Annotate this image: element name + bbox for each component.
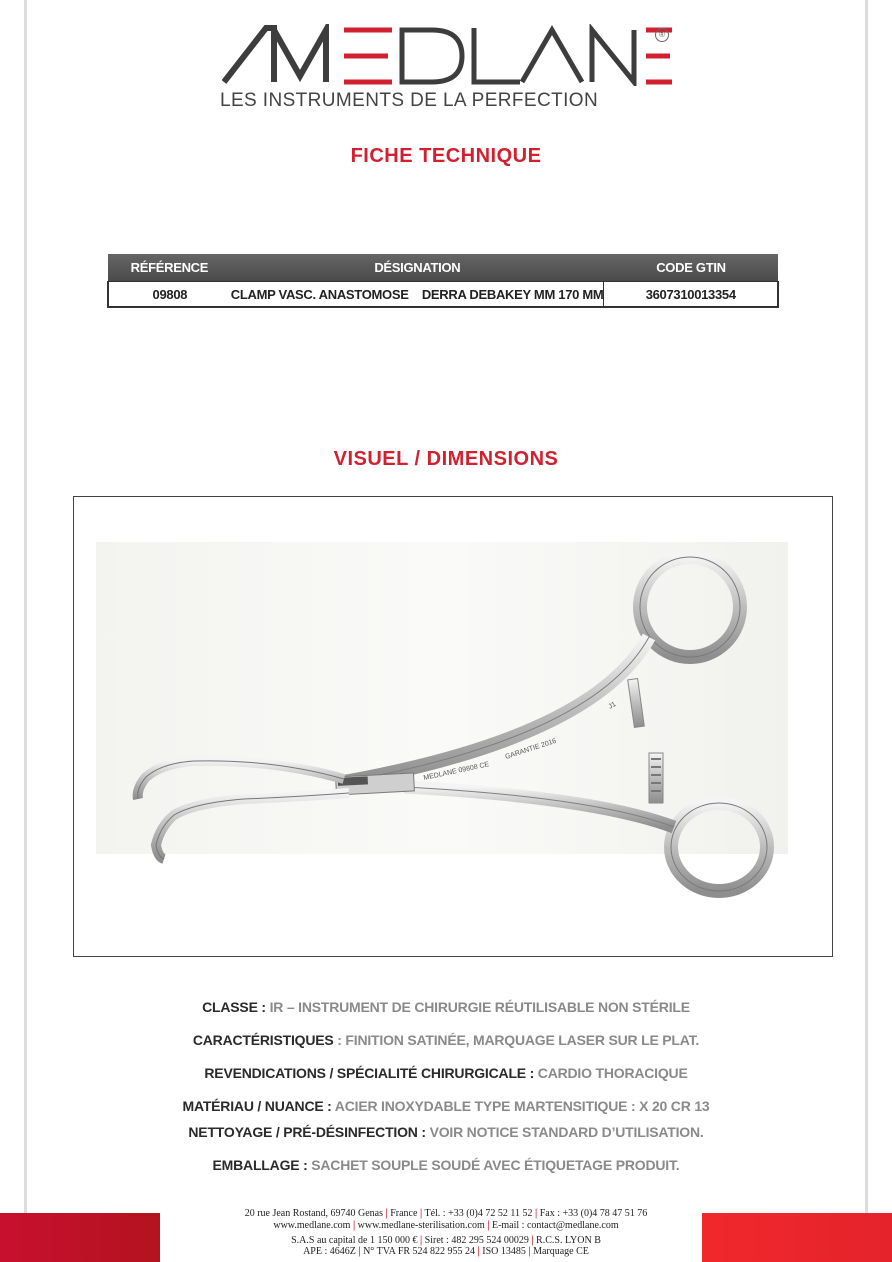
- cell-designation: CLAMP VASC. ANASTOMOSE DERRA DEBAKEY MM 170 MM: [231, 282, 604, 308]
- header-reference: RÉFÉRENCE: [108, 254, 231, 282]
- footer-web-line: www.medlane.com | www.medlane-sterilisation.com | E-mail : contact@medlane.com: [273, 1220, 619, 1231]
- footer-website-link[interactable]: www.medlane.com: [273, 1220, 351, 1231]
- section-title-fiche-technique: FICHE TECHNIQUE: [350, 145, 542, 167]
- spec-value: ACIER INOXYDABLE TYPE MARTENSITIQUE : X 20 CR 13: [331, 1098, 710, 1114]
- engraving-ref: MEDLANE 09808 CE: [422, 761, 490, 782]
- footer-registration-line: APE : 4646Z | N° TVA FR 524 822 955 24 | ISO 13485 | Marquage CE: [303, 1246, 589, 1257]
- spec-emballage: [0, 1157, 892, 1173]
- spec-label: NETTOYAGE / PRÉ-DÉSINFECTION :: [188, 1124, 426, 1140]
- footer-phone: Tél. : +33 (0)4 72 52 11 52: [424, 1208, 533, 1219]
- spec-value: CARDIO THORACIQUE: [534, 1065, 688, 1081]
- spec-label: CARACTÉRISTIQUES: [192, 1032, 334, 1048]
- spec-label: EMBALLAGE :: [212, 1157, 308, 1173]
- footer-ce-mark: Marquage CE: [533, 1246, 589, 1257]
- spec-value: SACHET SOUPLE SOUDÉ AVEC ÉTIQUETAGE PRODUIT.: [307, 1157, 680, 1173]
- table-header-row: [108, 254, 778, 282]
- header-designation: DÉSIGNATION: [231, 254, 604, 282]
- footer-legal-line: S.A.S au capital de 1 150 000 € | Siret : 482 295 524 00029 | R.C.S. LYON B: [291, 1235, 601, 1246]
- footer-country: France: [390, 1208, 418, 1219]
- footer-capital: S.A.S au capital de 1 150 000 €: [291, 1235, 418, 1246]
- spec-revendications: [0, 1065, 892, 1081]
- footer-rcs: R.C.S. LYON B: [536, 1235, 601, 1246]
- brand-tagline: LES INSTRUMENTS DE LA PERFECTION: [220, 90, 599, 111]
- footer-address-line: 20 rue Jean Rostand, 69740 Genas | France | Tél. : +33 (0)4 72 52 11 52 | Fax : +33 (0)4 78 47 51 76: [244, 1208, 648, 1219]
- footer-fax: Fax : +33 (0)4 78 47 51 76: [539, 1208, 648, 1219]
- spec-caracteristiques: [0, 1032, 892, 1048]
- spec-value: VOIR NOTICE STANDARD D’UTILISATION.: [425, 1124, 704, 1140]
- table-row: [108, 282, 778, 308]
- footer-siret: Siret : 482 295 524 00029: [424, 1235, 529, 1246]
- header-gtin: CODE GTIN: [604, 254, 778, 282]
- footer-iso: ISO 13485: [482, 1246, 526, 1257]
- clamp-instrument-image: [74, 497, 832, 956]
- engraving-mark: J1: [607, 700, 618, 711]
- section-title-visuel-dimensions: VISUEL / DIMENSIONS: [333, 448, 559, 470]
- engraving-garantie: GARANTIE 2016: [504, 737, 558, 761]
- cell-reference: 09808: [108, 282, 231, 308]
- spec-materiau: [0, 1098, 892, 1114]
- spec-label: CLASSE :: [202, 999, 266, 1015]
- footer-red-block-left: [0, 1213, 160, 1262]
- spec-label: REVENDICATIONS / SPÉCIALITÉ CHIRURGICALE :: [204, 1065, 535, 1081]
- footer-email-link[interactable]: E-mail : contact@medlane.com: [491, 1220, 619, 1231]
- spec-value: : FINITION SATINÉE, MARQUAGE LASER SUR LE PLAT.: [333, 1032, 700, 1048]
- spec-nettoyage: [0, 1124, 892, 1140]
- cell-gtin: 3607310013354: [604, 282, 778, 308]
- registered-mark: ®: [655, 28, 669, 42]
- medlane-logo: [222, 24, 672, 86]
- footer-ape: APE : 4646Z: [303, 1246, 356, 1257]
- reference-table: [107, 254, 779, 308]
- spec-value: IR – INSTRUMENT DE CHIRURGIE RÉUTILISABLE NON STÉRILE: [265, 999, 690, 1015]
- spec-classe: [0, 999, 892, 1015]
- footer-address: 20 rue Jean Rostand, 69740 Genas: [244, 1208, 384, 1219]
- footer-sterilisation-link[interactable]: www.medlane-sterilisation.com: [357, 1220, 485, 1231]
- footer-tva: N° TVA FR 524 822 955 24: [363, 1246, 476, 1257]
- spec-label: MATÉRIAU / NUANCE :: [182, 1098, 332, 1114]
- product-image-frame: [73, 496, 833, 957]
